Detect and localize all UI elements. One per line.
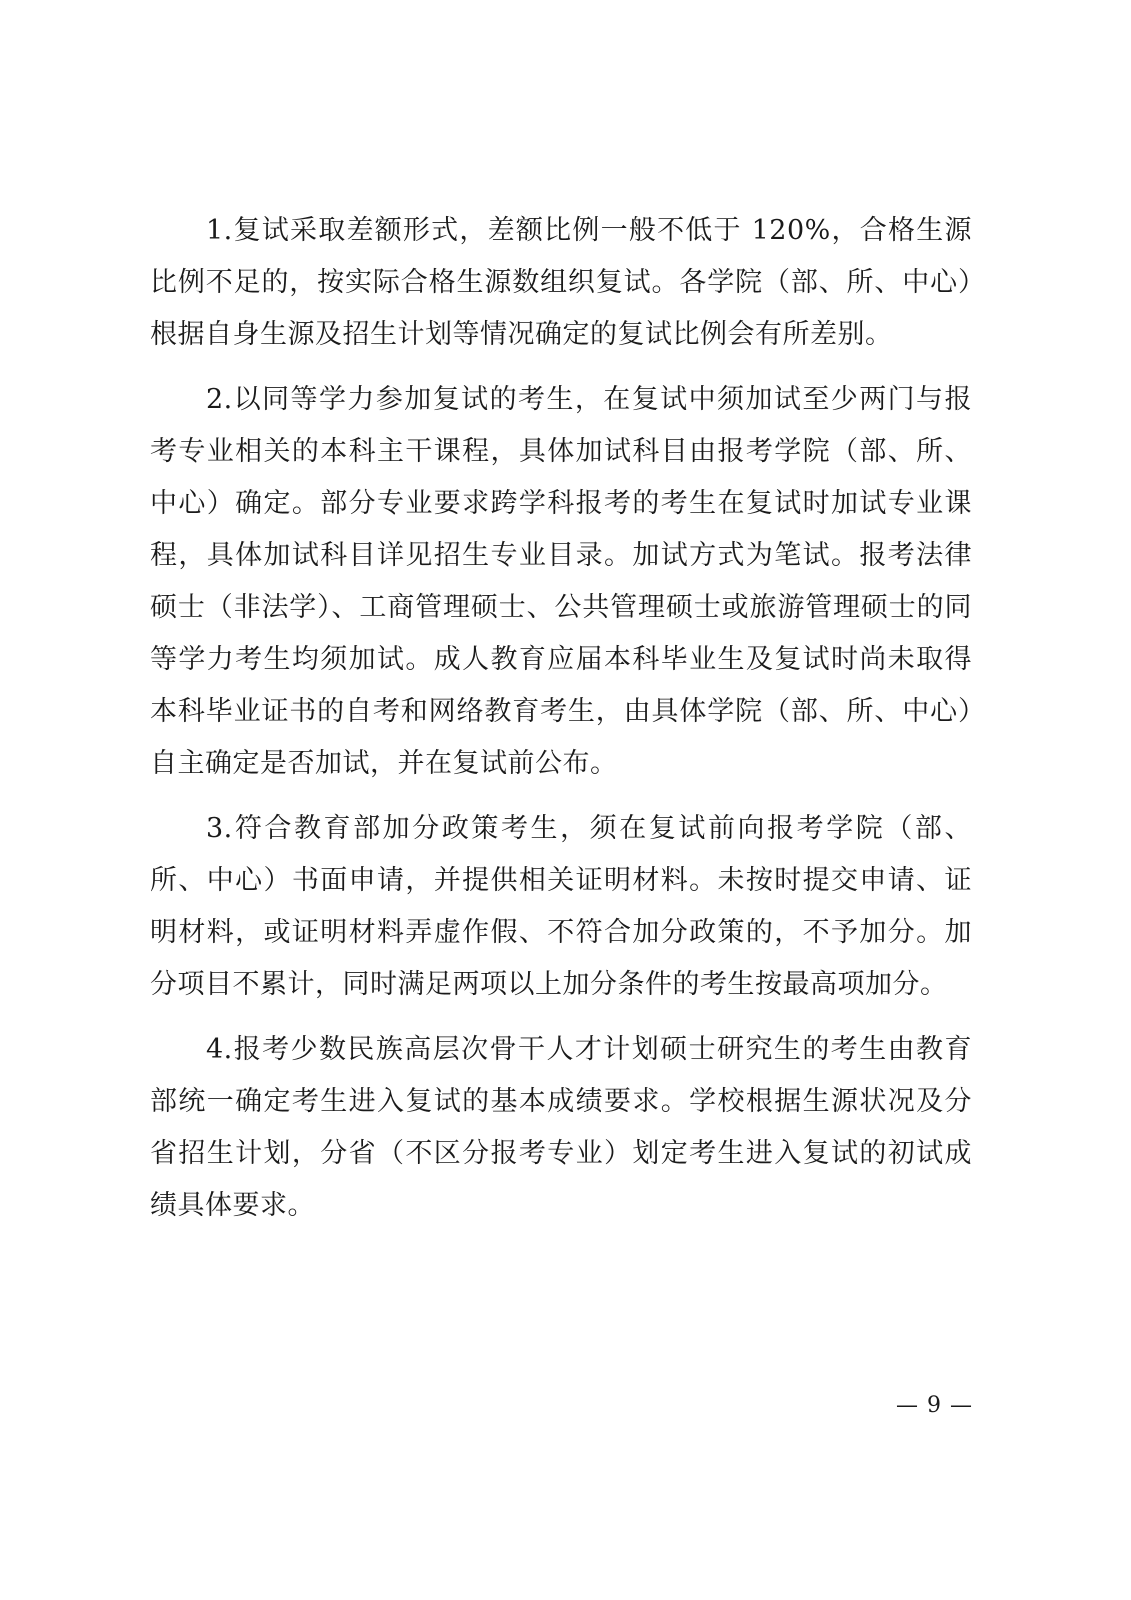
page-number: — 9 — [896,1393,973,1418]
paragraph-2: 2.以同等学力参加复试的考生，在复试中须加试至少两门与报考专业相关的本科主干课程，具体加试科目由报考学院（部、所、中心）确定。部分专业要求跨学科报考的考生在复试时加试专业课程，具体加试科目详见招生专业目录。加试方式为笔试。报考法律硕士（非法学）、工商管理硕士、公共管理硕士或旅游管理硕士的同等学力考生均须加试。成人教育应届本科毕业生及复试时尚未取得本科毕业证书的自考和网络教育考生，由具体学院（部、所、中心）自主确定是否加试，并在复试前公布。 [150,384,972,779]
document-body [150,205,972,1232]
paragraph-4: 4.报考少数民族高层次骨干人才计划硕士研究生的考生由教育部统一确定考生进入复试的基本成绩要求。学校根据生源状况及分省招生计划，分省（不区分报考专业）划定考生进入复试的初试成绩具体要求。 [150,1034,972,1221]
paragraph-3: 3.符合教育部加分政策考生，须在复试前向报考学院（部、所、中心）书面申请，并提供相关证明材料。未按时提交申请、证明材料，或证明材料弄虚作假、不符合加分政策的，不予加分。加分项目不累计，同时满足两项以上加分条件的考生按最高项加分。 [150,813,972,1000]
paragraph-1: 1.复试采取差额形式，差额比例一般不低于 120%，合格生源比例不足的，按实际合格生源数组织复试。各学院（部、所、中心）根据自身生源及招生计划等情况确定的复试比例会有所差别。 [150,215,972,350]
